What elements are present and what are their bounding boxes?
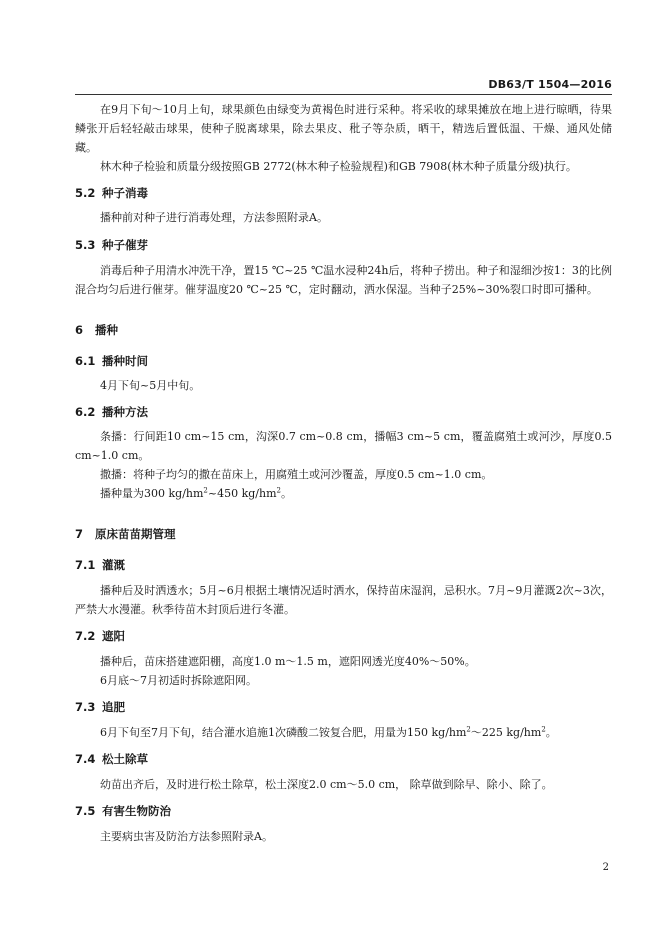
section-heading-7-5 (75, 802, 612, 820)
fertilization-text: 。 (545, 726, 557, 739)
page-number: 2 (602, 862, 609, 873)
section-number: 7 (75, 527, 84, 541)
section-title: 种子消毒 (102, 186, 148, 200)
paragraph-fertilization (75, 723, 612, 742)
section-title: 追肥 (102, 700, 125, 714)
superscript: 2 (466, 725, 471, 734)
paragraph-sowing-rate (75, 484, 612, 503)
section-heading-6 (75, 321, 612, 339)
section-title: 松土除草 (102, 752, 148, 766)
paragraph-seed-disinfection: 播种前对种子进行消毒处理，方法参照附录A。 (100, 211, 328, 224)
section-number: 5.2 (75, 186, 96, 200)
paragraph-seed-grading: 林木种子检验和质量分级按照GB 2772(林木种子检验规程)和GB 7908(林木种子质量分级)执行。 (100, 160, 577, 173)
section-number: 7.3 (75, 700, 96, 714)
paragraph-seed-germination: 消毒后种子用清水冲洗干净，置15 ℃~25 ℃温水浸种24h后，将种子捞出。种子和湿细沙按1：3的比例混合均匀后进行催芽。催芽温度20 ℃~25 ℃，定时翻动，洒水保湿。当种子25%~30%裂口时即可播种。 (75, 264, 612, 296)
paragraph-drill-sowing: 条播：行间距10 cm~15 cm，沟深0.7 cm~0.8 cm，播幅3 cm~5 cm，覆盖腐殖土或河沙，厚度0.5 cm~1.0 cm。 (75, 430, 612, 462)
section-number: 7.2 (75, 629, 96, 643)
section-heading-6-2 (75, 403, 612, 421)
section-heading-7-1 (75, 556, 612, 574)
section-heading-5-3 (75, 236, 612, 254)
superscript: 2 (276, 486, 281, 495)
section-title: 灌溉 (102, 558, 125, 572)
section-heading-7-2 (75, 627, 612, 645)
superscript: 2 (203, 486, 208, 495)
paragraph-sowing-time: 4月下旬~5月中旬。 (100, 379, 201, 392)
paragraph-weeding: 幼苗出齐后，及时进行松土除草，松土深度2.0 cm～5.0 cm， 除草做到除早、除小、除了。 (100, 778, 553, 791)
section-number: 5.3 (75, 238, 96, 252)
document-body (75, 100, 612, 846)
section-number: 6.2 (75, 405, 96, 419)
section-title: 播种方法 (102, 405, 148, 419)
section-heading-7 (75, 525, 612, 543)
sowing-rate-text: 播种量为300 kg/hm (100, 487, 204, 500)
section-number: 7.5 (75, 804, 96, 818)
standard-code-header: DB63/T 1504—2016 (488, 78, 612, 91)
section-heading-6-1 (75, 352, 612, 370)
section-number: 7.1 (75, 558, 96, 572)
section-heading-5-2 (75, 184, 612, 202)
section-number: 6 (75, 323, 84, 337)
sowing-rate-text: 。 (281, 487, 292, 500)
section-title: 播种 (95, 323, 118, 337)
fertilization-text: 6月下旬至7月下旬，结合灌水追施1次磷酸二铵复合肥，用量为150 kg/hm (100, 726, 467, 739)
section-title: 有害生物防治 (102, 804, 171, 818)
paragraph-broadcast-sowing: 撒播：将种子均匀的撒在苗床上，用腐殖土或河沙覆盖，厚度0.5 cm~1.0 cm。 (100, 468, 493, 481)
section-number: 6.1 (75, 354, 96, 368)
section-title: 播种时间 (102, 354, 148, 368)
paragraph-seed-collection: 在9月下旬～10月上旬，球果颜色由绿变为黄褐色时进行采种。将采收的球果摊放在地上进行晾晒，待果鳞张开后轻轻敲击球果，使种子脱离球果，除去果皮、秕子等杂质，晒干，精选后置低温、干燥、通风处储藏。 (75, 103, 612, 154)
fertilization-text: ～225 kg/hm (470, 726, 542, 739)
paragraph-pest-control: 主要病虫害及防治方法参照附录A。 (100, 830, 273, 843)
paragraph-shade-setup: 播种后，苗床搭建遮阳棚，高度1.0 m～1.5 m，遮阳网透光度40%～50%。 (100, 655, 476, 668)
sowing-rate-text: ~450 kg/hm (207, 487, 277, 500)
section-title: 种子催芽 (102, 238, 148, 252)
section-heading-7-3 (75, 698, 612, 716)
superscript: 2 (541, 725, 546, 734)
section-title: 遮阳 (102, 629, 125, 643)
section-number: 7.4 (75, 752, 96, 766)
paragraph-irrigation: 播种后及时洒透水；5月~6月根据土壤情况适时洒水，保持苗床湿润，忌积水。7月~9月灌溉2次~3次，严禁大水漫灌。秋季待苗木封顶后进行冬灌。 (75, 584, 612, 616)
section-title: 原床苗苗期管理 (95, 527, 176, 541)
section-heading-7-4 (75, 750, 612, 768)
header-rule (75, 94, 612, 95)
paragraph-shade-removal: 6月底～7月初适时拆除遮阳网。 (100, 674, 257, 687)
